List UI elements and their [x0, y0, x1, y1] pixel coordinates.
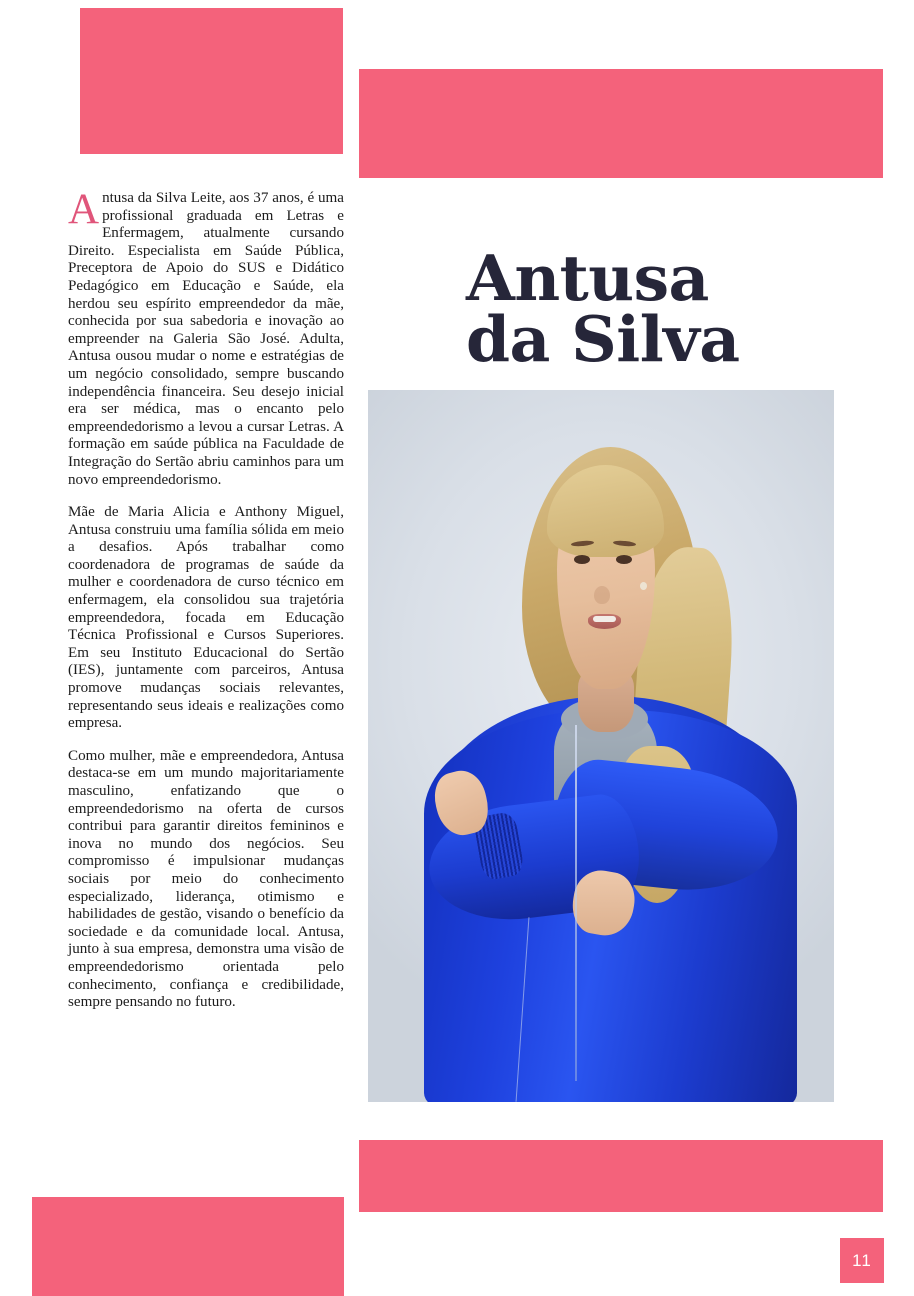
decorative-block-top-right — [359, 69, 883, 178]
page-number-badge — [840, 1238, 884, 1283]
page-number: 11 — [852, 1250, 872, 1270]
decorative-block-bottom-left — [32, 1197, 344, 1296]
teeth — [593, 616, 616, 622]
headline-line-1: Antusa — [466, 241, 709, 316]
decorative-block-top-left — [80, 8, 343, 154]
article-body — [68, 186, 344, 1012]
jacket-zipper — [575, 725, 576, 1081]
headline-line-2: da Silva — [466, 301, 740, 376]
drop-cap: A — [68, 186, 100, 233]
photo-subject — [368, 390, 834, 1102]
portrait-photo — [368, 390, 834, 1102]
article-paragraph-1 — [68, 186, 344, 489]
decorative-block-bottom-right — [359, 1140, 883, 1212]
article-paragraph-2: Mãe de Maria Alicia e Anthony Miguel, Antusa construiu uma família sólida em meio a desafios. Após trabalhar como coordenadora de programas de saúde da mulher e coordenadora de curso técnico em enfermagem, ela consolidou sua trajetória empreendedora, focada em Educação Técnica Profissional e Cursos Superiores. Em seu Instituto Educacional do Sertão (IES), juntamente com parceiros, Antusa promove mudanças sociais relevantes, representando seus ideais e realizações como empresa. — [68, 504, 344, 732]
page-title — [466, 241, 886, 376]
eye-right — [616, 555, 632, 564]
nose — [594, 586, 610, 605]
article-paragraph-3: Como mulher, mãe e empreendedora, Antusa destaca-se em um mundo majoritariamente masculino, enfatizando que o empreendedorismo na oferta de cursos contribui para garantir direitos femininos e inova no mundo dos negócios. Seu compromisso é impulsionar mudanças sociais por meio do conhecimento especializado, liderança, otimismo e habilidades de gestão, visando o benefício da sociedade e da comunidade local. Antusa, junto à sua empresa, demonstra uma visão de empreendedorismo orientada pelo conhecimento, confiança e credibilidade, sempre pensando no futuro. — [68, 747, 344, 1011]
article-paragraph-1-text: ntusa da Silva Leite, aos 37 anos, é uma profissional graduada em Letras e Enfermagem, atualmente cursando Direito. Especialista em Saúde Pública, Preceptora de Apoio do SUS e Didático Pedagógico em Educação e Saúde, ela herdou seu espírito empreendedor da mãe, conhecida por sua sabedoria e inovação ao empreender na Galeria São José. Adulta, Antusa ousou mudar o nome e estratégias de um negócio consolidado, sempre buscando independência financeira. Seu desejo inicial era ser médica, mas o encanto pelo empreendedorismo a levou a cursar Letras. A formação em saúde pública na Faculdade de Integração do Sertão abriu caminhos para um novo empreendedorismo. — [68, 190, 344, 488]
